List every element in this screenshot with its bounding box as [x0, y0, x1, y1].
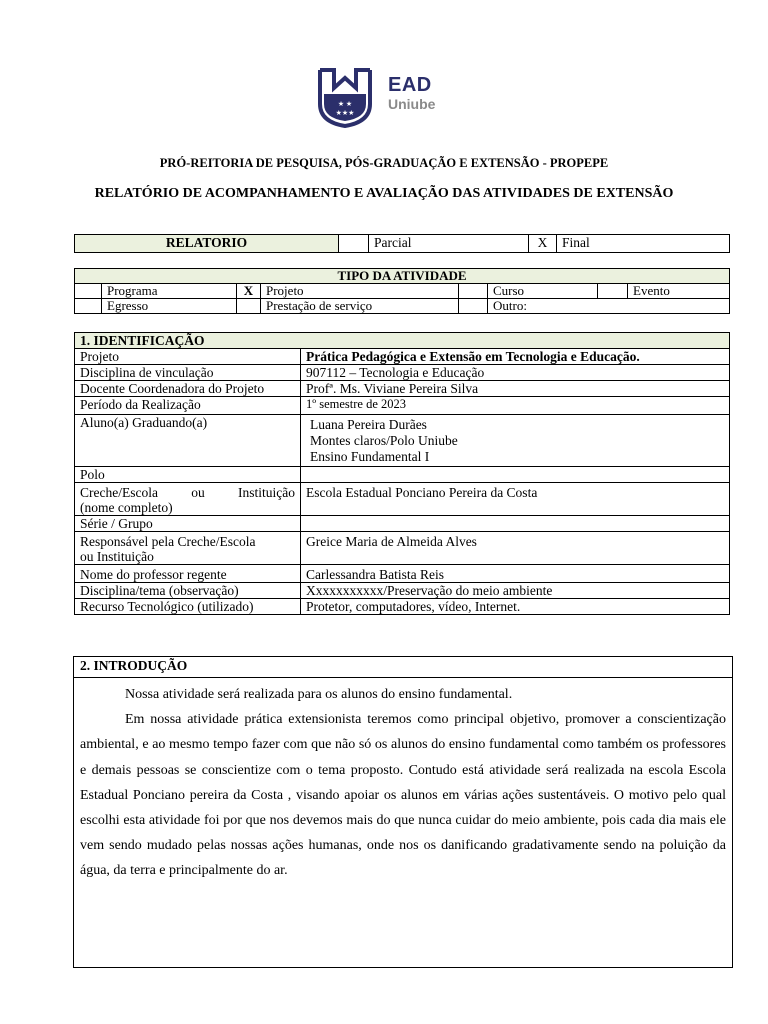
shield-icon: [310, 52, 380, 136]
evento-label: Evento: [628, 284, 730, 299]
introducao-paragraph-2: Em nossa atividade prática extensionista teremos como principal objetivo, promover a conscientização ambiental, e ao mesmo tempo fazer com que não só os alunos do ensino fundamental como também os professores e demais pessoas se conscientize com o tema proposto. Contudo está atividade será realizada na escola Escola Estadual Ponciano pereira da Costa , visando apoiar os alunos em várias ações sustentáveis. O motivo pelo qual escolhi esta atividade foi por que nos devemos mais do que nunca cuidar do meio ambiente, pois cada dia mais ele vem sendo mudado pelas nossas ações humanas, onde nos os danificando gradativamente sendo na poluição da água, da terra e principalmente do ar.: [80, 712, 726, 879]
tipo-atividade-table: [74, 268, 730, 314]
programa-checkbox[interactable]: [75, 284, 102, 299]
aluno-name: Luana Pereira Durães: [310, 417, 427, 432]
field-label: [75, 532, 301, 565]
relatorio-label: RELATORIO: [75, 235, 339, 253]
relatorio-table: [74, 234, 730, 253]
projeto-label: Projeto: [261, 284, 459, 299]
field-label: Docente Coordenadora do Projeto: [75, 381, 301, 397]
responsavel-label-line1: Responsável pela Creche/Escola: [80, 534, 256, 549]
introducao-section: [73, 656, 733, 968]
field-label: Disciplina/tema (observação): [75, 583, 301, 599]
final-label: Final: [557, 235, 730, 253]
projeto-value: Prática Pedagógica e Extensão em Tecnologia e Educação.: [301, 349, 730, 365]
evento-checkbox[interactable]: [598, 284, 628, 299]
introducao-paragraph-1: Nossa atividade será realizada para os alunos do ensino fundamental.: [125, 687, 513, 702]
introducao-title: 2. INTRODUÇÃO: [74, 657, 732, 678]
aluno-polo: Montes claros/Polo Uniube: [310, 433, 458, 448]
field-label: Aluno(a) Graduando(a): [75, 415, 301, 467]
prestacao-label: Prestação de serviço: [261, 299, 459, 314]
serie-value: [301, 516, 730, 532]
svg-text:★ ★: ★ ★: [337, 100, 353, 108]
aluno-value: [301, 415, 730, 467]
field-label: Série / Grupo: [75, 516, 301, 532]
periodo-value: 1º semestre de 2023: [301, 397, 730, 415]
identificacao-table: [74, 332, 730, 615]
outro-checkbox[interactable]: [459, 299, 488, 314]
field-label: [75, 483, 301, 516]
org-heading: PRÓ-REITORIA DE PESQUISA, PÓS-GRADUAÇÃO E EXTENSÃO - PROPEPE: [159, 156, 609, 170]
introducao-body: [74, 678, 732, 884]
prestacao-checkbox[interactable]: [237, 299, 261, 314]
final-checkbox[interactable]: X: [529, 235, 557, 253]
parcial-checkbox[interactable]: [339, 235, 369, 253]
logo-text-uniube: Uniube: [388, 96, 436, 112]
field-label: Período da Realização: [75, 397, 301, 415]
document-title: RELATÓRIO DE ACOMPANHAMENTO E AVALIAÇÃO DAS ATIVIDADES DE EXTENSÃO: [94, 186, 674, 201]
professor-value: Carlessandra Batista Reis: [301, 565, 730, 583]
tipo-atividade-title: TIPO DA ATIVIDADE: [75, 269, 730, 284]
field-label: Polo: [75, 467, 301, 483]
escola-value: Escola Estadual Ponciano Pereira da Costa: [301, 483, 730, 516]
disciplina-value: 907112 – Tecnologia e Educação: [301, 365, 730, 381]
field-label: Nome do professor regente: [75, 565, 301, 583]
svg-text:★★★: ★★★: [335, 109, 355, 117]
ead-uniube-logo: [310, 52, 460, 136]
polo-value: [301, 467, 730, 483]
escola-label-line1: Creche/Escola ou Instituição: [80, 485, 295, 500]
programa-label: Programa: [102, 284, 237, 299]
identificacao-title: 1. IDENTIFICAÇÃO: [75, 333, 730, 349]
recurso-value: Protetor, computadores, vídeo, Internet.: [301, 599, 730, 615]
field-label: Disciplina de vinculação: [75, 365, 301, 381]
escola-label-line2: (nome completo): [80, 500, 173, 515]
logo-text-ead: EAD: [388, 74, 432, 96]
curso-checkbox[interactable]: [459, 284, 488, 299]
docente-value: Profª. Ms. Viviane Pereira Silva: [301, 381, 730, 397]
egresso-label: Egresso: [102, 299, 237, 314]
egresso-checkbox[interactable]: [75, 299, 102, 314]
curso-label: Curso: [488, 284, 598, 299]
field-label: Recurso Tecnológico (utilizado): [75, 599, 301, 615]
outro-label: Outro:: [488, 299, 730, 314]
responsavel-label-line2: ou Instituição: [80, 549, 154, 564]
projeto-checkbox[interactable]: X: [237, 284, 261, 299]
tema-value: Xxxxxxxxxxx/Preservação do meio ambiente: [301, 583, 730, 599]
aluno-level: Ensino Fundamental I: [310, 449, 430, 464]
parcial-label: Parcial: [369, 235, 529, 253]
responsavel-value: Greice Maria de Almeida Alves: [301, 532, 730, 565]
field-label: Projeto: [75, 349, 301, 365]
